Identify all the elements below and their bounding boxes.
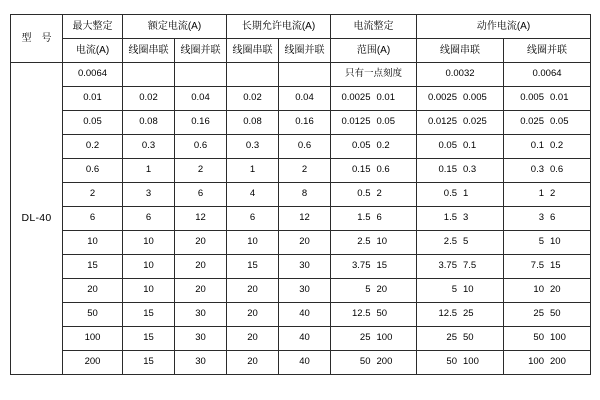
cell-max-current: 50 (63, 303, 123, 327)
op-parallel-min: 0.1 (530, 140, 544, 152)
cell-allowed-series: 20 (227, 303, 279, 327)
cell-rated-series: 15 (123, 327, 175, 351)
range-max: 0.05 (376, 116, 395, 128)
range-max: 200 (376, 356, 393, 368)
range-min: 3.75 (352, 260, 371, 272)
header-rated-parallel: 线圈并联 (175, 39, 227, 63)
op-parallel-max: 10 (550, 236, 561, 248)
cell-allowed-parallel: 30 (279, 279, 331, 303)
model-cell: DL-40 (11, 63, 63, 375)
cell-max-current: 0.6 (63, 159, 123, 183)
op-parallel-max: 2 (550, 188, 556, 200)
cell-operating-parallel (504, 111, 591, 135)
cell-operating-series (417, 183, 504, 207)
cell-operating-parallel: 0.0064 (504, 63, 591, 87)
op-series-min: 12.5 (438, 308, 457, 320)
op-series-min: 2.5 (443, 236, 457, 248)
cell-allowed-parallel (279, 63, 331, 87)
range-max: 6 (376, 212, 382, 224)
cell-max-current: 6 (63, 207, 123, 231)
table-row (11, 207, 591, 231)
cell-rated-parallel: 0.04 (175, 87, 227, 111)
op-parallel-min: 5 (538, 236, 544, 248)
cell-rated-series: 10 (123, 255, 175, 279)
cell-rated-series: 10 (123, 231, 175, 255)
range-min: 50 (359, 356, 371, 368)
cell-operating-parallel (504, 207, 591, 231)
range-min: 0.0125 (341, 116, 371, 128)
op-parallel-min: 0.3 (530, 164, 544, 176)
cell-rated-parallel: 30 (175, 327, 227, 351)
specification-table (10, 14, 591, 375)
op-series-min: 0.5 (443, 188, 457, 200)
header-allowed-parallel: 线圈并联 (279, 39, 331, 63)
cell-allowed-series: 20 (227, 351, 279, 375)
table-row (11, 327, 591, 351)
cell-operating-series (417, 111, 504, 135)
table-row (11, 279, 591, 303)
header-row-sub (11, 39, 591, 63)
range-min: 12.5 (352, 308, 371, 320)
cell-rated-series: 0.3 (123, 135, 175, 159)
op-parallel-max: 0.2 (550, 140, 564, 152)
op-series-min: 1.5 (443, 212, 457, 224)
table-row (11, 255, 591, 279)
cell-operating-parallel (504, 351, 591, 375)
cell-operating-parallel (504, 87, 591, 111)
cell-allowed-parallel: 0.6 (279, 135, 331, 159)
cell-operating-series (417, 87, 504, 111)
cell-allowed-series: 20 (227, 327, 279, 351)
header-operating-current: 动作电流(A) (417, 15, 591, 39)
cell-current-setting-range (331, 279, 417, 303)
cell-max-current: 0.0064 (63, 63, 123, 87)
table-row (11, 159, 591, 183)
range-max: 50 (376, 308, 388, 320)
cell-allowed-series: 0.02 (227, 87, 279, 111)
op-series-min: 0.0025 (427, 92, 457, 104)
cell-max-current: 10 (63, 231, 123, 255)
range-max: 2 (376, 188, 382, 200)
op-series-min: 0.05 (438, 140, 457, 152)
range-max: 0.01 (376, 92, 395, 104)
op-parallel-max: 0.01 (550, 92, 569, 104)
cell-operating-series (417, 159, 504, 183)
range-min: 0.05 (352, 140, 371, 152)
header-current-setting-line1: 电流整定 (331, 15, 417, 39)
cell-rated-parallel: 2 (175, 159, 227, 183)
header-rated-series: 线圈串联 (123, 39, 175, 63)
cell-max-current: 20 (63, 279, 123, 303)
cell-rated-parallel: 20 (175, 231, 227, 255)
range-max: 0.2 (376, 140, 390, 152)
table-row (11, 135, 591, 159)
op-series-min: 5 (451, 284, 457, 296)
cell-max-current: 15 (63, 255, 123, 279)
cell-allowed-series: 10 (227, 231, 279, 255)
range-max: 0.6 (376, 164, 390, 176)
cell-operating-parallel (504, 135, 591, 159)
op-series-max: 25 (463, 308, 474, 320)
cell-operating-series (417, 255, 504, 279)
cell-operating-parallel (504, 279, 591, 303)
cell-rated-series: 6 (123, 207, 175, 231)
op-parallel-min: 25 (533, 308, 544, 320)
cell-current-setting-range (331, 183, 417, 207)
cell-operating-series (417, 231, 504, 255)
op-parallel-max: 20 (550, 284, 561, 296)
cell-current-setting-range (331, 87, 417, 111)
range-min: 0.5 (357, 188, 371, 200)
op-parallel-min: 0.005 (520, 92, 544, 104)
cell-current-setting-range (331, 159, 417, 183)
table-row (11, 351, 591, 375)
cell-current-setting-range (331, 327, 417, 351)
range-min: 2.5 (357, 236, 371, 248)
header-allowed-series: 线圈串联 (227, 39, 279, 63)
cell-max-current: 0.01 (63, 87, 123, 111)
cell-rated-parallel: 0.16 (175, 111, 227, 135)
table-row (11, 231, 591, 255)
cell-max-current: 0.05 (63, 111, 123, 135)
cell-current-setting-range: 只有一点刻度 (331, 63, 417, 87)
cell-allowed-parallel: 40 (279, 327, 331, 351)
op-series-min: 25 (446, 332, 457, 344)
cell-rated-series: 10 (123, 279, 175, 303)
table-row (11, 87, 591, 111)
cell-max-current: 2 (63, 183, 123, 207)
op-series-min: 0.15 (438, 164, 457, 176)
cell-operating-parallel (504, 303, 591, 327)
op-series-max: 100 (463, 356, 479, 368)
op-parallel-min: 50 (533, 332, 544, 344)
cell-max-current: 0.2 (63, 135, 123, 159)
table-row (11, 111, 591, 135)
range-max: 20 (376, 284, 388, 296)
op-series-max: 10 (463, 284, 474, 296)
table-row (11, 303, 591, 327)
cell-rated-series: 15 (123, 351, 175, 375)
table-row (11, 63, 591, 87)
header-model: 型 号 (11, 15, 63, 63)
cell-allowed-parallel: 0.16 (279, 111, 331, 135)
cell-operating-series (417, 207, 504, 231)
cell-max-current: 200 (63, 351, 123, 375)
cell-rated-parallel (175, 63, 227, 87)
range-min: 0.15 (352, 164, 371, 176)
cell-operating-series (417, 135, 504, 159)
header-current-setting-line2: 范围(A) (331, 39, 417, 63)
op-parallel-min: 10 (533, 284, 544, 296)
cell-allowed-series: 0.3 (227, 135, 279, 159)
cell-operating-parallel (504, 255, 591, 279)
op-series-max: 1 (463, 188, 469, 200)
table-header (11, 15, 591, 63)
op-parallel-max: 0.6 (550, 164, 564, 176)
header-long-term-allowed-current: 长期允许电流(A) (227, 15, 331, 39)
cell-allowed-series: 20 (227, 279, 279, 303)
op-series-max: 0.025 (463, 116, 487, 128)
op-series-min: 3.75 (438, 260, 457, 272)
cell-rated-parallel: 30 (175, 303, 227, 327)
cell-allowed-parallel: 30 (279, 255, 331, 279)
cell-allowed-series: 1 (227, 159, 279, 183)
range-max: 15 (376, 260, 388, 272)
header-max-current-line1: 最大整定 (63, 15, 123, 39)
cell-allowed-parallel: 12 (279, 207, 331, 231)
cell-rated-parallel: 30 (175, 351, 227, 375)
cell-rated-series (123, 63, 175, 87)
op-parallel-min: 3 (538, 212, 544, 224)
cell-operating-parallel (504, 159, 591, 183)
cell-rated-parallel: 20 (175, 255, 227, 279)
cell-current-setting-range (331, 255, 417, 279)
cell-current-setting-range (331, 207, 417, 231)
cell-operating-series (417, 279, 504, 303)
range-max: 100 (376, 332, 393, 344)
cell-operating-parallel (504, 231, 591, 255)
op-parallel-max: 15 (550, 260, 561, 272)
cell-current-setting-range (331, 303, 417, 327)
header-max-current-line2: 电流(A) (63, 39, 123, 63)
op-series-max: 0.3 (463, 164, 477, 176)
cell-rated-series: 0.08 (123, 111, 175, 135)
cell-max-current: 100 (63, 327, 123, 351)
cell-allowed-parallel: 40 (279, 351, 331, 375)
op-parallel-max: 0.05 (550, 116, 569, 128)
cell-rated-parallel: 0.6 (175, 135, 227, 159)
op-parallel-max: 6 (550, 212, 556, 224)
cell-rated-parallel: 20 (175, 279, 227, 303)
cell-operating-series: 0.0032 (417, 63, 504, 87)
cell-current-setting-range (331, 231, 417, 255)
range-min: 1.5 (357, 212, 371, 224)
range-max: 10 (376, 236, 388, 248)
cell-allowed-series: 0.08 (227, 111, 279, 135)
cell-operating-parallel (504, 183, 591, 207)
cell-operating-series (417, 327, 504, 351)
op-parallel-min: 7.5 (530, 260, 544, 272)
cell-allowed-series: 4 (227, 183, 279, 207)
cell-allowed-parallel: 8 (279, 183, 331, 207)
op-parallel-min: 0.025 (520, 116, 544, 128)
cell-allowed-parallel: 2 (279, 159, 331, 183)
op-parallel-min: 1 (538, 188, 544, 200)
header-operating-parallel: 线圈并联 (504, 39, 591, 63)
range-min: 5 (365, 284, 371, 296)
table-row (11, 183, 591, 207)
header-operating-series: 线圈串联 (417, 39, 504, 63)
cell-rated-series: 3 (123, 183, 175, 207)
cell-current-setting-range (331, 111, 417, 135)
cell-allowed-parallel: 40 (279, 303, 331, 327)
cell-allowed-series: 15 (227, 255, 279, 279)
cell-current-setting-range (331, 135, 417, 159)
table-body (11, 63, 591, 375)
cell-rated-parallel: 12 (175, 207, 227, 231)
op-series-max: 3 (463, 212, 469, 224)
cell-current-setting-range (331, 351, 417, 375)
op-parallel-max: 100 (550, 332, 566, 344)
op-parallel-max: 50 (550, 308, 561, 320)
header-rated-current: 额定电流(A) (123, 15, 227, 39)
cell-operating-parallel (504, 327, 591, 351)
op-series-min: 0.0125 (427, 116, 457, 128)
cell-rated-parallel: 6 (175, 183, 227, 207)
cell-allowed-series (227, 63, 279, 87)
op-parallel-max: 200 (550, 356, 566, 368)
cell-rated-series: 1 (123, 159, 175, 183)
header-row-top (11, 15, 591, 39)
op-series-max: 7.5 (463, 260, 477, 272)
cell-rated-series: 15 (123, 303, 175, 327)
op-series-max: 0.005 (463, 92, 487, 104)
cell-rated-series: 0.02 (123, 87, 175, 111)
op-parallel-min: 100 (528, 356, 544, 368)
op-series-max: 50 (463, 332, 474, 344)
cell-operating-series (417, 351, 504, 375)
cell-allowed-parallel: 0.04 (279, 87, 331, 111)
cell-allowed-series: 6 (227, 207, 279, 231)
cell-allowed-parallel: 20 (279, 231, 331, 255)
op-series-min: 50 (446, 356, 457, 368)
op-series-max: 0.1 (463, 140, 477, 152)
op-series-max: 5 (463, 236, 469, 248)
cell-operating-series (417, 303, 504, 327)
range-min: 0.0025 (341, 92, 371, 104)
range-min: 25 (359, 332, 371, 344)
